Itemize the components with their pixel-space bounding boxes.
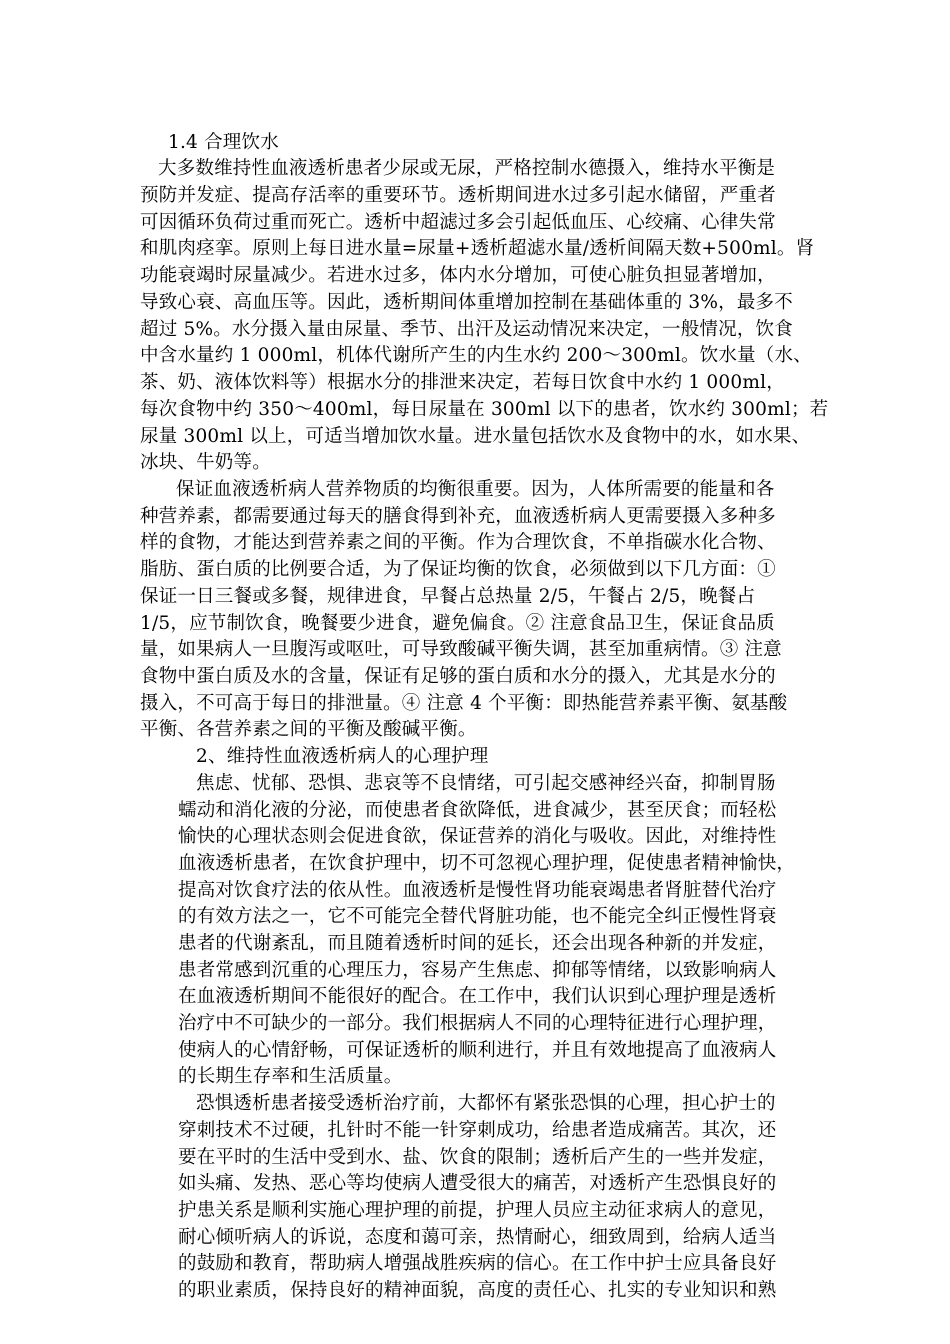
paragraph-line: 提高对饮食疗法的依从性。血液透析是慢性肾功能衰竭患者肾脏替代治疗 <box>178 880 777 901</box>
section-heading-2: 2、维持性血液透析病人的心理护理 <box>196 746 489 767</box>
paragraph-line: 导致心衰、高血压等。因此，透析期间体重增加控制在基础体重的 3%，最多不 <box>140 292 793 313</box>
paragraph-line: 保证血液透析病人营养物质的均衡很重要。因为，人体所需要的能量和各 <box>176 479 775 500</box>
paragraph-line: 1/5，应节制饮食，晚餐要少进食，避免偏食。② 注意食品卫生，保证食品质 <box>140 613 775 634</box>
paragraph-line: 摄入，不可高于每日的排泄量。④ 注意 4 个平衡：即热能营养素平衡、氨基酸 <box>140 693 788 714</box>
paragraph-line: 患者常感到沉重的心理压力，容易产生焦虑、抑郁等情绪，以致影响病人 <box>178 960 777 981</box>
paragraph-line: 的鼓励和教育，帮助病人增强战胜疾病的信心。在工作中护士应具备良好 <box>178 1253 777 1274</box>
paragraph-line: 的长期生存率和生活质量。 <box>178 1066 403 1087</box>
section-heading-1-4: 1.4 合理饮水 <box>168 132 279 153</box>
paragraph-line: 血液透析患者，在饮食护理中，切不可忽视心理护理，促使患者精神愉快， <box>178 853 796 874</box>
paragraph-line: 保证一日三餐或多餐，规律进食，早餐占总热量 2/5，午餐占 2/5，晚餐占 <box>140 586 756 607</box>
paragraph-line: 的职业素质，保持良好的精神面貌，高度的责任心、扎实的专业知识和熟 <box>178 1280 777 1301</box>
paragraph-line: 使病人的心情舒畅，可保证透析的顺利进行，并且有效地提高了血液病人 <box>178 1040 777 1061</box>
paragraph-line: 大多数维持性血液透析患者少尿或无尿，严格控制水德摄入，维持水平衡是 <box>158 158 776 179</box>
paragraph-line: 要在平时的生活中受到水、盐、饮食的限制；透析后产生的一些并发症， <box>178 1147 777 1168</box>
paragraph-line: 愉快的心理状态则会促进食欲，保证营养的消化与吸收。因此，对维持性 <box>178 826 777 847</box>
paragraph-line: 平衡、各营养素之间的平衡及酸碱平衡。 <box>140 719 477 740</box>
paragraph-line: 样的食物，才能达到营养素之间的平衡。作为合理饮食，不单指碳水化合物、 <box>140 532 776 553</box>
paragraph-line: 治疗中不可缺少的一部分。我们根据病人不同的心理特征进行心理护理， <box>178 1013 777 1034</box>
paragraph-line: 患者的代谢紊乱，而且随着透析时间的延长，还会出现各种新的并发症， <box>178 933 777 954</box>
paragraph-line: 穿刺技术不过硬，扎针时不能一针穿刺成功，给患者造成痛苦。其次，还 <box>178 1120 777 1141</box>
paragraph-line: 中含水量约 1 000ml，机体代谢所产生的内生水约 200～300ml。饮水量（水、 <box>140 345 812 366</box>
paragraph-line: 焦虑、忧郁、恐惧、悲哀等不良情绪，可引起交感神经兴奋，抑制胃肠 <box>196 773 776 794</box>
paragraph-line: 蠕动和消化液的分泌，而使患者食欲降低，进食减少，甚至厌食；而轻松 <box>178 800 777 821</box>
paragraph-line: 超过 5%。水分摄入量由尿量、季节、出汗及运动情况来决定，一般情况，饮食 <box>140 319 793 340</box>
paragraph-line: 尿量 300ml 以上，可适当增加饮水量。进水量包括饮水及食物中的水，如水果、 <box>140 426 811 447</box>
paragraph-line: 量，如果病人一旦腹泻或呕吐，可导致酸碱平衡失调，甚至加重病情。③ 注意 <box>140 639 782 660</box>
paragraph-line: 可因循环负荷过重而死亡。透析中超滤过多会引起低血压、心绞痛、心律失常 <box>140 212 776 233</box>
paragraph-line: 预防并发症、提高存活率的重要环节。透析期间进水过多引起水储留，严重者 <box>140 185 776 206</box>
paragraph-line: 冰块、牛奶等。 <box>140 452 271 473</box>
paragraph-line: 种营养素，都需要通过每天的膳食得到补充，血液透析病人更需要摄入多种多 <box>140 506 776 527</box>
paragraph-line: 茶、奶、液体饮料等）根据水分的排泄来决定，若每日饮食中水约 1 000ml， <box>140 372 785 393</box>
paragraph-line: 每次食物中约 350～400ml，每日尿量在 300ml 以下的患者，饮水约 300ml；若 <box>140 399 829 420</box>
paragraph-line: 恐惧透析患者接受透析治疗前，大都怀有紧张恐惧的心理，担心护士的 <box>196 1093 776 1114</box>
paragraph-line: 功能衰竭时尿量减少。若进水过多，体内水分增加，可使心脏负担显著增加， <box>140 265 776 286</box>
paragraph-line: 如头痛、发热、恶心等均使病人遭受很大的痛苦，对透析产生恐惧良好的 <box>178 1173 777 1194</box>
paragraph-line: 在血液透析期间不能很好的配合。在工作中，我们认识到心理护理是透析 <box>178 986 777 1007</box>
paragraph-line: 的有效方法之一，它不可能完全替代肾脏功能，也不能完全纠正慢性肾衰 <box>178 906 777 927</box>
paragraph-line: 护患关系是顺利实施心理护理的前提，护理人员应主动征求病人的意见， <box>178 1200 777 1221</box>
paragraph-line: 和肌肉痉挛。原则上每日进水量=尿量+透析超滤水量/透析间隔天数+500ml。肾 <box>140 238 815 259</box>
paragraph-line: 耐心倾听病人的诉说，态度和蔼可亲，热情耐心，细致周到，给病人适当 <box>178 1227 777 1248</box>
paragraph-line: 食物中蛋白质及水的含量，保证有足够的蛋白质和水分的摄入，尤其是水分的 <box>140 666 776 687</box>
paragraph-line: 脂肪、蛋白质的比例要合适，为了保证均衡的饮食，必须做到以下几方面：① <box>140 559 776 580</box>
